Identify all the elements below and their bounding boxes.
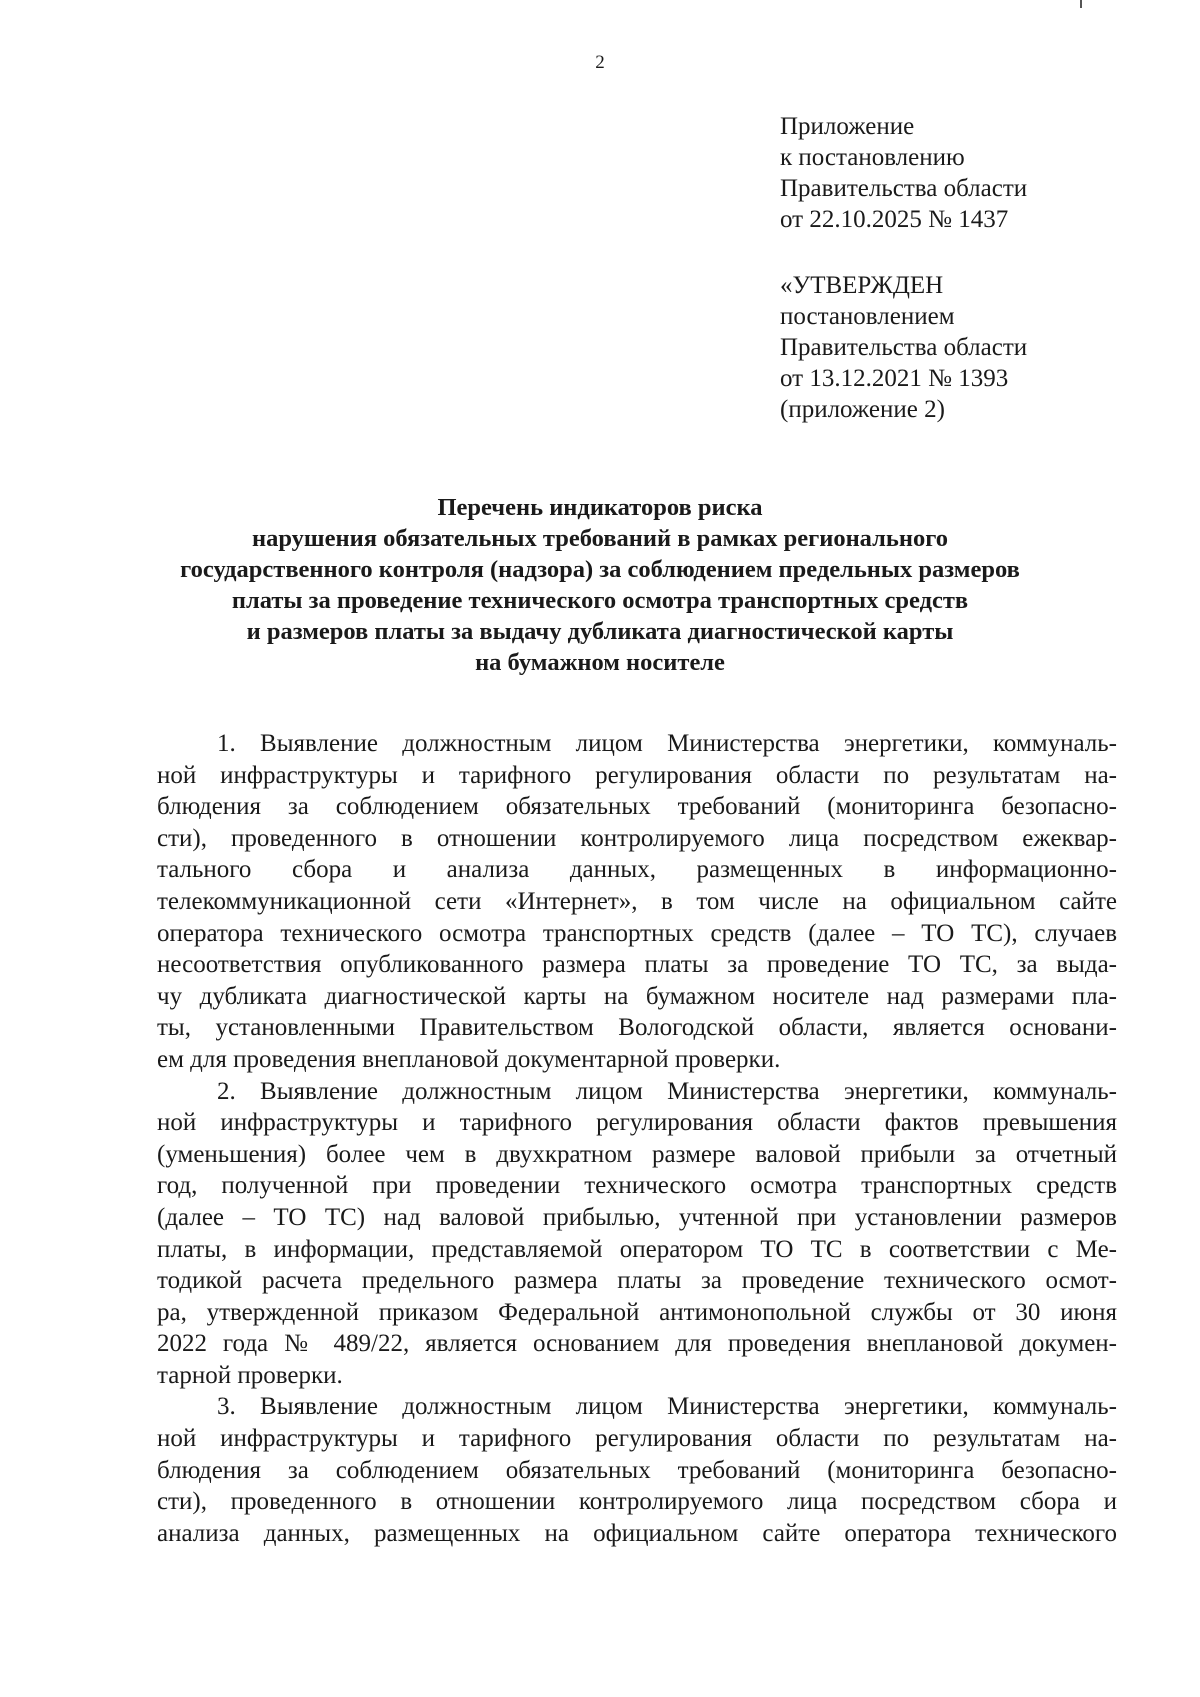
title-line: платы за проведение технического осмотра транспортных средств (231, 587, 969, 614)
body-line: сти), проведенного в отношении контролируемого лица посредством ежеквар- (157, 824, 1117, 852)
document-title (130, 492, 1070, 678)
attachment-line: Правительства области (780, 175, 1028, 202)
body-line: блюдения за соблюдением обязательных требований (мониторинга безопасно- (157, 793, 1117, 821)
title-line: нарушения обязательных требований в рамках регионального (252, 525, 948, 552)
body-line: чу дубликата диагностической карты на бумажном носителе над размерами пла- (157, 982, 1117, 1010)
body-line: тального сбора и анализа данных, размещенных в информационно- (157, 856, 1117, 884)
page-number: 2 (595, 52, 605, 73)
approved-heading: «УТВЕРЖДЕН (780, 272, 944, 299)
body-line: несоответствия опубликованного размера платы за проведение ТО ТС, за выда- (157, 951, 1117, 979)
attachment-line: Приложение (780, 113, 915, 140)
paragraph-3 (157, 1391, 1117, 1549)
approved-line: Правительства области (780, 334, 1028, 361)
approved-line: постановлением (780, 303, 955, 330)
title-line: государственного контроля (надзора) за соблюдением предельных размеров (180, 556, 1020, 583)
body-line: ра, утвержденной приказом Федеральной антимонопольной службы от 30 июня (157, 1298, 1117, 1326)
body-line: платы, в информации, представляемой оператором ТО ТС в соответствии с Ме- (157, 1235, 1117, 1263)
body-line: сти), проведенного в отношении контролируемого лица посредством сбора и (157, 1488, 1117, 1516)
body-line: 2. Выявление должностным лицом Министерства энергетики, коммуналь- (217, 1077, 1117, 1105)
approved-block (780, 270, 1180, 425)
approved-date-number: от 13.12.2021 № 1393 (780, 365, 1009, 392)
body-line: тарной проверки. (157, 1361, 343, 1389)
paragraph-1 (157, 728, 1117, 1076)
body-line: ной инфраструктуры и тарифного регулирования области по результатам на- (157, 1425, 1117, 1453)
title-line: и размеров платы за выдачу дубликата диагностической карты (246, 618, 954, 645)
attachment-date-number: от 22.10.2025 № 1437 (780, 206, 1009, 233)
body-line: оператора технического осмотра транспортных средств (далее – ТО ТС), случаев (157, 919, 1117, 947)
body-line: анализа данных, размещенных на официальном сайте оператора технического (157, 1519, 1117, 1547)
body-line: тодикой расчета предельного размера платы за проведение технического осмот- (157, 1267, 1117, 1295)
title-line: Перечень индикаторов риска (437, 494, 763, 521)
body-line: телекоммуникационной сети «Интернет», в том числе на официальном сайте (157, 887, 1117, 915)
body-line: ной инфраструктуры и тарифного регулирования области фактов превышения (157, 1109, 1117, 1137)
document-body (157, 728, 1117, 1549)
body-line: ной инфраструктуры и тарифного регулирования области по результатам на- (157, 761, 1117, 789)
body-line: (уменьшения) более чем в двухкратном размере валовой прибыли за отчетный (157, 1140, 1117, 1168)
attachment-block (780, 111, 1180, 235)
paragraph-2 (157, 1076, 1117, 1392)
scan-edge-mark (1080, 0, 1082, 8)
body-line: блюдения за соблюдением обязательных требований (мониторинга безопасно- (157, 1456, 1117, 1484)
body-line: 3. Выявление должностным лицом Министерства энергетики, коммуналь- (217, 1393, 1117, 1421)
attachment-line: к постановлению (780, 144, 965, 171)
title-line: на бумажном носителе (475, 649, 725, 676)
approved-appendix-ref: (приложение 2) (780, 396, 945, 423)
body-line: 2022 года № 489/22, является основанием для проведения внеплановой докумен- (157, 1330, 1117, 1358)
body-line: (далее – ТО ТС) над валовой прибылью, учтенной при установлении размеров (157, 1203, 1117, 1231)
body-line: ем для проведения внеплановой документарной проверки. (157, 1045, 781, 1073)
body-line: 1. Выявление должностным лицом Министерства энергетики, коммуналь- (217, 730, 1117, 757)
body-line: год, полученной при проведении технического осмотра транспортных средств (157, 1172, 1117, 1200)
body-line: ты, установленными Правительством Вологодской области, является основани- (157, 1014, 1117, 1042)
